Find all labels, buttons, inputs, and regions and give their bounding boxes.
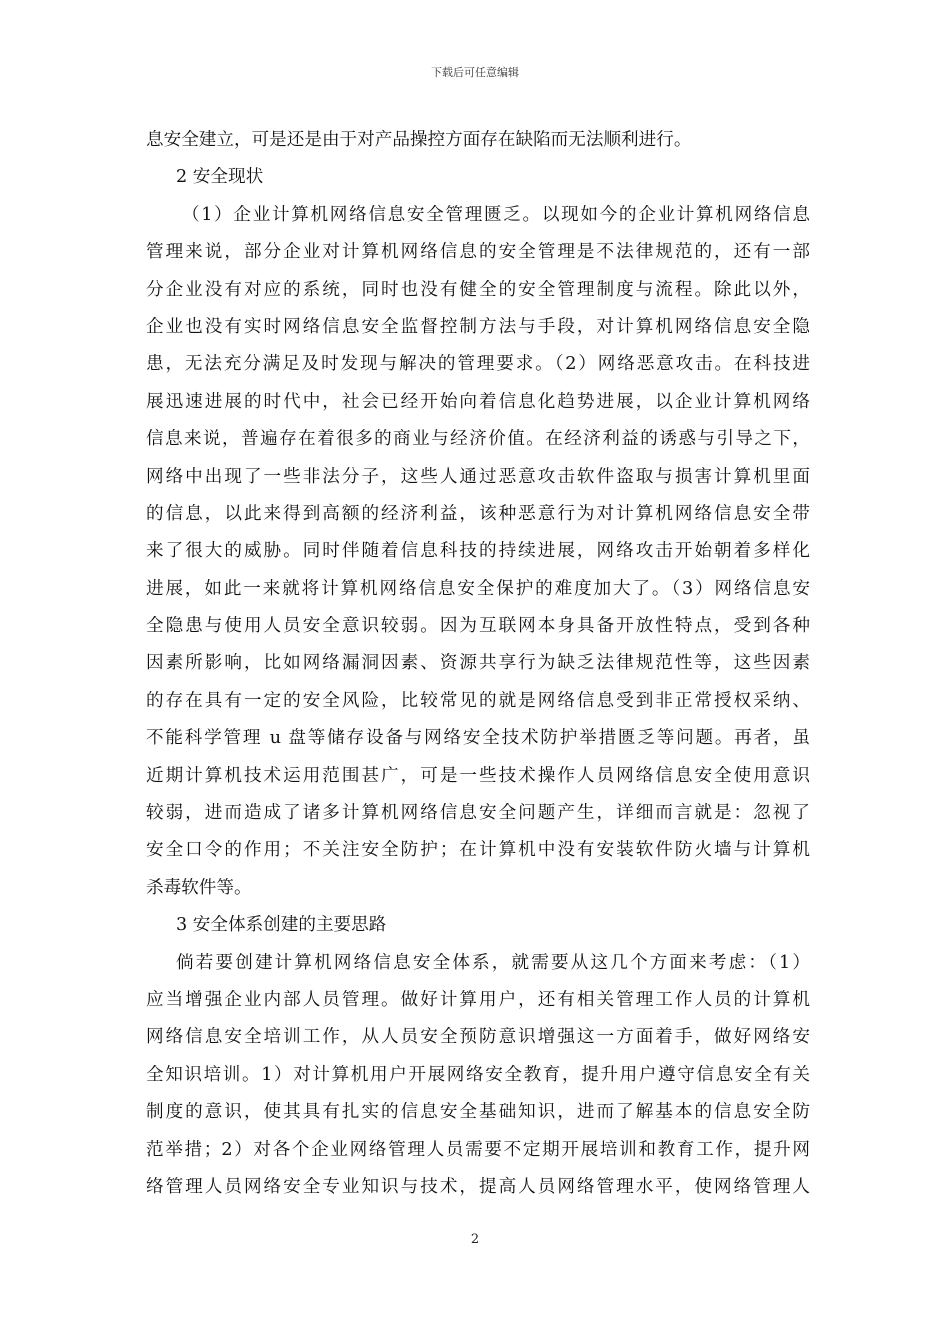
text-line: 近期计算机技术运用范围甚广，可是一些技术操作人员网络信息安全使用意识 xyxy=(146,765,810,786)
text-line: 的存在具有一定的安全风险，比较常见的就是网络信息受到非正常授权采纳、 xyxy=(146,690,810,711)
text-line: 网络信息安全培训工作，从人员安全预防意识增强这一方面着手，做好网络安 xyxy=(146,1027,810,1048)
section-heading: 2 安全现状 xyxy=(176,167,264,188)
text-line: 不能科学管理 u 盘等储存设备与网络安全技术防护举措匮乏等问题。再者，虽 xyxy=(146,728,810,749)
text-line: 安全口令的作用；不关注安全防护；在计算机中没有安装软件防火墙与计算机 xyxy=(146,840,810,861)
text-line: 息安全建立，可是还是由于对产品操控方面存在缺陷而无法顺利进行。 xyxy=(146,130,692,150)
page-header: 下载后可任意编辑 xyxy=(431,66,519,79)
text-line: 的信息，以此来得到高额的经济利益，该种恶意行为对计算机网络信息安全带 xyxy=(146,503,810,524)
text-line: 全知识培训。1）对计算机用户开展网络安全教育，提升用户遵守信息安全有关 xyxy=(146,1064,810,1085)
section-heading: 3 安全体系创建的主要思路 xyxy=(176,915,387,936)
text-line: 范举措；2）对各个企业网络管理人员需要不定期开展培训和教育工作，提升网 xyxy=(146,1139,810,1160)
text-line: 管理来说，部分企业对计算机网络信息的安全管理是不法律规范的，还有一部 xyxy=(146,242,810,263)
text-line: 应当增强企业内部人员管理。做好计算用户，还有相关管理工作人员的计算机 xyxy=(146,989,810,1010)
text-line: 来了很大的威胁。同时伴随着信息科技的持续进展，网络攻击开始朝着多样化 xyxy=(146,541,810,562)
text-line: 分企业没有对应的系统，同时也没有健全的安全管理制度与流程。除此以外， xyxy=(146,279,810,300)
text-line: 进展，如此一来就将计算机网络信息安全保护的难度加大了。（3）网络信息安 xyxy=(146,578,810,599)
text-line: 患，无法充分满足及时发现与解决的管理要求。（2）网络恶意攻击。在科技进 xyxy=(146,354,810,375)
text-line: 络管理人员网络安全专业知识与技术，提高人员网络管理水平，使网络管理人 xyxy=(146,1176,810,1197)
text-line: 企业也没有实时网络信息安全监督控制方法与手段，对计算机网络信息安全隐 xyxy=(146,316,810,337)
text-line: 信息来说，普遍存在着很多的商业与经济价值。在经济利益的诱惑与引导之下， xyxy=(146,429,810,450)
text-line: （1）企业计算机网络信息安全管理匮乏。以现如今的企业计算机网络信息 xyxy=(182,204,810,225)
text-line: 较弱，进而造成了诸多计算机网络信息安全问题产生，详细而言就是：忽视了 xyxy=(146,803,810,824)
body-text xyxy=(146,122,810,1206)
page-number: 2 xyxy=(470,1232,480,1247)
text-line: 杀毒软件等。 xyxy=(146,877,252,898)
text-line: 展迅速进展的时代中，社会已经开始向着信息化趋势进展，以企业计算机网络 xyxy=(146,391,810,412)
text-line: 因素所影响，比如网络漏洞因素、资源共享行为缺乏法律规范性等，这些因素 xyxy=(146,653,810,674)
text-line: 倘若要创建计算机网络信息安全体系，就需要从这几个方面来考虑：（1） xyxy=(176,952,810,973)
text-line: 网络中出现了一些非法分子，这些人通过恶意攻击软件盗取与损害计算机里面 xyxy=(146,466,810,487)
text-line: 全隐患与使用人员安全意识较弱。因为互联网本身具备开放性特点，受到各种 xyxy=(146,616,810,637)
text-line: 制度的意识，使其具有扎实的信息安全基础知识，进而了解基本的信息安全防 xyxy=(146,1102,810,1123)
